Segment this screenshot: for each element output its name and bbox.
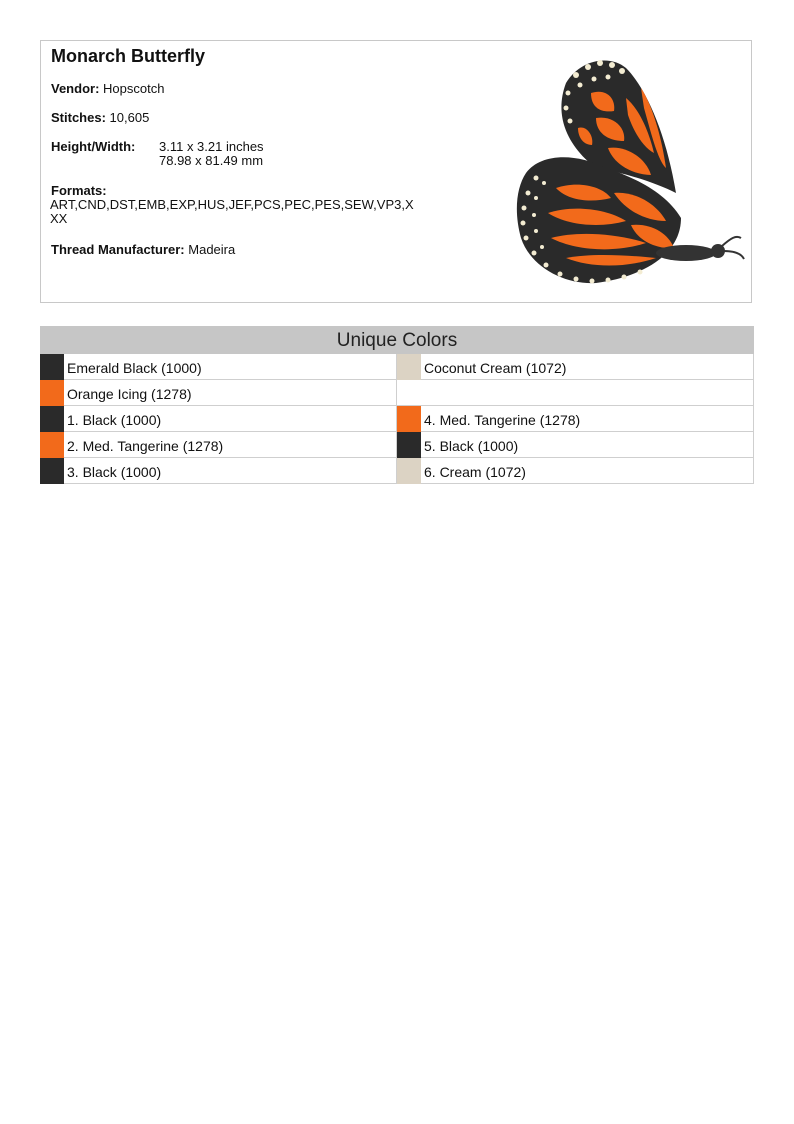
vendor-label: Vendor: — [51, 81, 100, 96]
height-width-inches: 3.11 x 3.21 inches — [159, 139, 264, 154]
color-name: 6. Cream (1072) — [424, 464, 526, 480]
color-cell — [40, 458, 397, 484]
formats-line-1: ART,CND,DST,EMB,EXP,HUS,JEF,PCS,PEC,PES,SEW,VP3,X — [50, 197, 414, 212]
color-name: 5. Black (1000) — [424, 438, 519, 454]
unique-colors-grid — [40, 354, 754, 484]
color-swatch — [397, 458, 421, 484]
color-cell — [40, 380, 397, 406]
unique-colors-table — [40, 326, 754, 484]
color-cell — [40, 406, 397, 432]
color-name: Coconut Cream (1072) — [424, 360, 567, 376]
stitches-value: 10,605 — [109, 110, 150, 125]
thread-label: Thread Manufacturer: — [51, 242, 185, 257]
color-cell — [397, 432, 754, 458]
color-cell — [397, 354, 754, 380]
color-name: Orange Icing (1278) — [67, 386, 192, 402]
vendor-row — [51, 82, 164, 96]
formats-line-2: XX — [50, 211, 68, 226]
color-swatch — [397, 432, 421, 458]
color-cell — [40, 432, 397, 458]
color-swatch — [40, 432, 64, 458]
formats-row — [51, 184, 414, 226]
stitches-row — [51, 111, 149, 125]
thread-value: Madeira — [188, 242, 236, 257]
height-width-mm: 78.98 x 81.49 mm — [159, 153, 264, 168]
height-width-values — [159, 140, 264, 168]
color-cell-empty — [397, 380, 754, 406]
monarch-butterfly-image — [496, 53, 746, 293]
height-width-row — [51, 140, 351, 170]
design-title: Monarch Butterfly — [51, 46, 206, 66]
color-cell — [397, 406, 754, 432]
color-name: 1. Black (1000) — [67, 412, 162, 428]
design-info-panel — [40, 40, 752, 303]
formats-label: Formats: — [51, 183, 107, 198]
color-swatch — [40, 458, 64, 484]
color-name: Emerald Black (1000) — [67, 360, 202, 376]
color-name: 4. Med. Tangerine (1278) — [424, 412, 581, 428]
thread-row — [51, 243, 235, 257]
color-name: 2. Med. Tangerine (1278) — [67, 438, 224, 454]
color-swatch — [40, 406, 64, 432]
vendor-value: Hopscotch — [103, 81, 165, 96]
color-cell — [397, 458, 754, 484]
color-cell — [40, 354, 397, 380]
color-swatch — [397, 354, 421, 380]
stitches-label: Stitches: — [51, 110, 106, 125]
color-name: 3. Black (1000) — [67, 464, 162, 480]
height-width-label: Height/Width: — [51, 139, 136, 154]
color-swatch — [397, 406, 421, 432]
color-swatch — [40, 354, 64, 380]
color-swatch — [40, 380, 64, 406]
unique-colors-header: Unique Colors — [40, 326, 754, 354]
